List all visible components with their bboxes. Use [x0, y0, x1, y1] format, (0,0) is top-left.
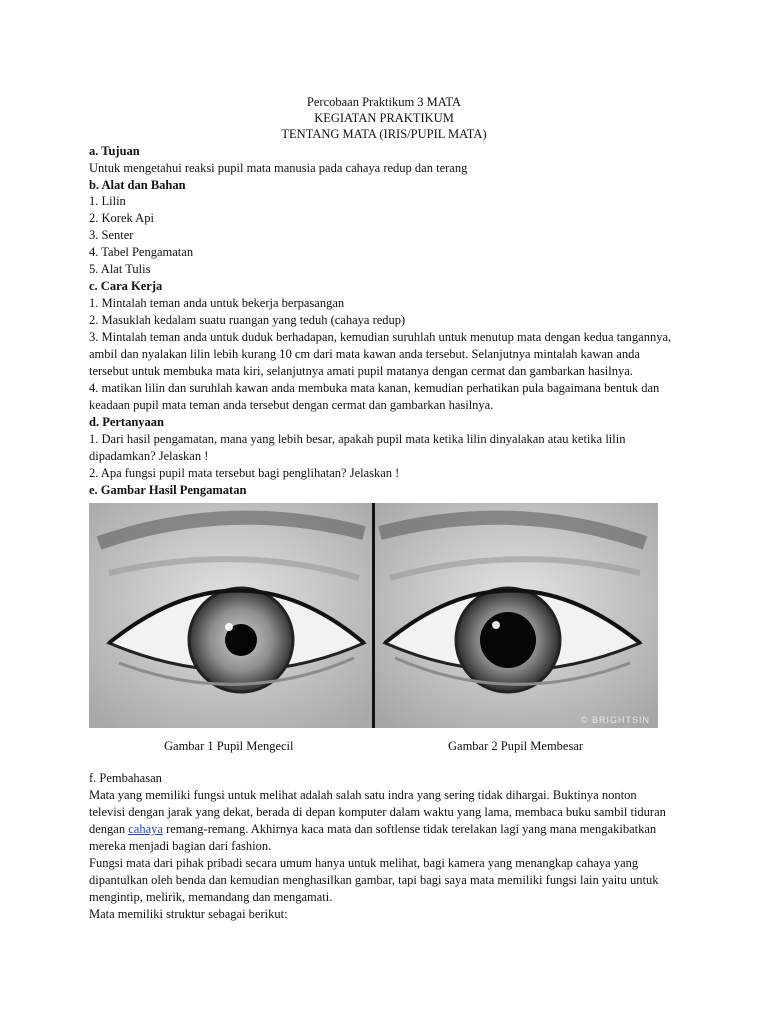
- title-line-3: TENTANG MATA (IRIS/PUPIL MATA): [281, 127, 487, 141]
- paragraph-text: dengan: [89, 822, 129, 836]
- cahaya-link[interactable]: cahaya: [128, 822, 163, 836]
- paragraph-line: 2. Masuklah kedalam suatu ruangan yang teduh (cahaya redup): [89, 313, 406, 327]
- heading-tujuan: a. Tujuan: [89, 144, 140, 158]
- heading-alat-bahan: b. Alat dan Bahan: [89, 178, 186, 192]
- list-item: 4. Tabel Pengamatan: [89, 245, 194, 259]
- paragraph-line: 4. matikan lilin dan suruhlah kawan anda membuka mata kanan, kemudian perhatikan pula bagaimana bentuk dan: [89, 381, 660, 395]
- eye-photo-constricted: [89, 503, 372, 728]
- paragraph-line: [89, 821, 689, 838]
- title-line-1: Percobaan Praktikum 3 MATA: [306, 95, 462, 109]
- paragraph-line: 2. Apa fungsi pupil mata tersebut bagi penglihatan? Jelaskan !: [89, 466, 400, 480]
- heading-gambar: e. Gambar Hasil Pengamatan: [89, 483, 247, 497]
- heading-pembahasan: f. Pembahasan: [89, 771, 162, 785]
- paragraph-line: tersebut untuk membuka mata kiri, selanjutnya amati pupil matanya dengan cermat dan gambarkan hasilnya.: [89, 364, 633, 378]
- photo-watermark: © BRIGHTSIN: [580, 715, 650, 725]
- paragraph-line: ambil dan nyalakan lilin lebih kurang 10 cm dari mata kawan anda tersebut. Selanjutnya mintalah kawan anda: [89, 347, 640, 361]
- paragraph-line: dipantulkan oleh benda dan kemudian menghasilkan gambar, tapi bagi saya mata memiliki fungsi lain yaitu untuk: [89, 873, 659, 887]
- title-line-2: KEGIATAN PRAKTIKUM: [314, 111, 454, 125]
- caption-gambar-2: Gambar 2 Pupil Membesar: [448, 739, 584, 753]
- heading-cara-kerja: c. Cara Kerja: [89, 279, 163, 293]
- paragraph-line: Mata yang memiliki fungsi untuk melihat adalah salah satu indra yang sering tidak dihargai. Buktinya nonton: [89, 788, 637, 802]
- paragraph-line: 1. Dari hasil pengamatan, mana yang lebih besar, apakah pupil mata ketika lilin dinyalakan atau ketika lilin: [89, 432, 626, 446]
- paragraph-line: televisi dengan jarak yang dekat, berada di depan komputer dalam waktu yang lama, membaca buku sambil tiduran: [89, 805, 666, 819]
- list-item: 5. Alat Tulis: [89, 262, 151, 276]
- paragraph-line: keadaan pupil mata teman anda tersebut dengan cermat dan gambarkan hasilnya.: [89, 398, 494, 412]
- heading-pertanyaan: d. Pertanyaan: [89, 415, 164, 429]
- list-item: 2. Korek Api: [89, 211, 154, 225]
- eye-photo-dilated: [375, 503, 658, 728]
- paragraph-line: Fungsi mata dari pihak pribadi secara umum hanya untuk melihat, bagi kamera yang menangkap cahaya yang: [89, 856, 639, 870]
- list-item: 3. Senter: [89, 228, 134, 242]
- paragraph-line: Mata memiliki struktur sebagai berikut:: [89, 907, 288, 921]
- tujuan-text: Untuk mengetahui reaksi pupil mata manusia pada cahaya redup dan terang: [89, 161, 468, 175]
- paragraph-line: mereka menjadi bagian dari fashion.: [89, 839, 272, 853]
- paragraph-line: 3. Mintalah teman anda untuk duduk berhadapan, kemudian suruhlah untuk menutup mata dengan kedua tangannya,: [89, 330, 672, 344]
- paragraph-line: 1. Mintalah teman anda untuk bekerja berpasangan: [89, 296, 345, 310]
- paragraph-text: remang-remang. Akhirnya kaca mata dan softlense tidak terelakan lagi yang mana mengakibatkan: [162, 822, 657, 836]
- paragraph-line: mengintip, melirik, memandang dan mengamati.: [89, 890, 333, 904]
- caption-gambar-1: Gambar 1 Pupil Mengecil: [164, 739, 294, 753]
- paragraph-line: dipadamkan? Jelaskan !: [89, 449, 209, 463]
- list-item: 1. Lilin: [89, 194, 126, 208]
